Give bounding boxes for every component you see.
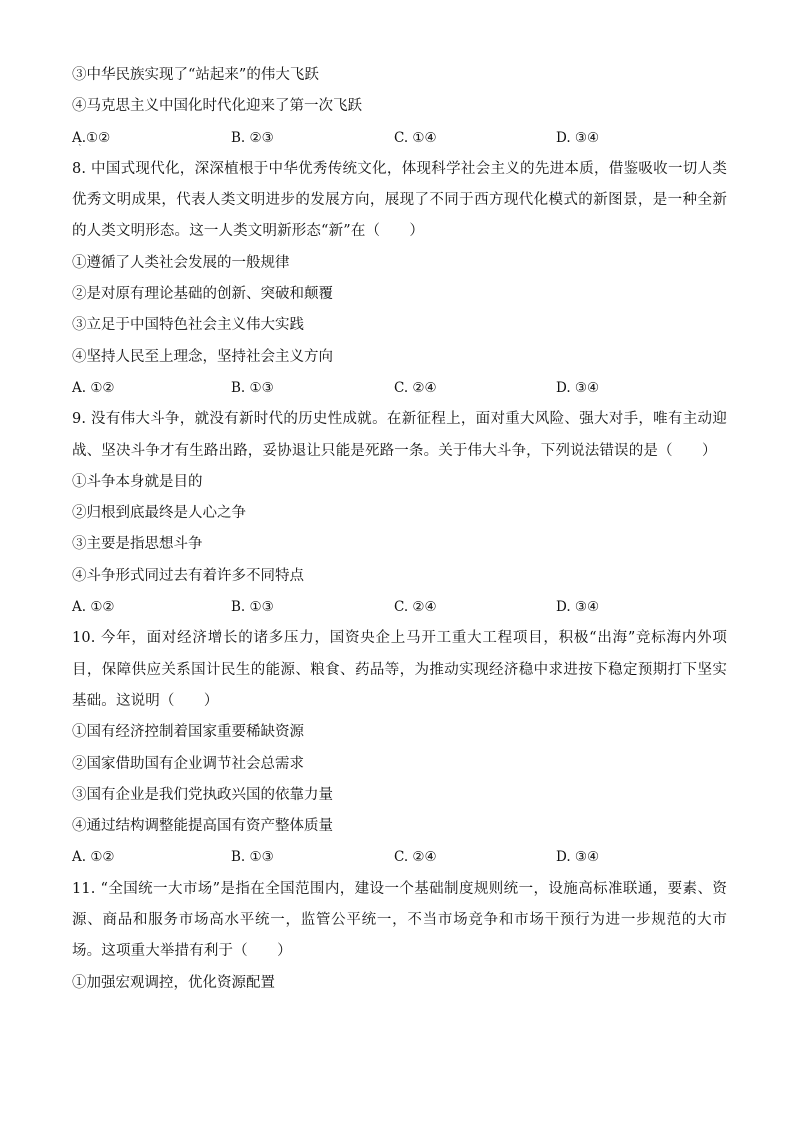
question-11-stem: 11. “全国统一大市场”是指在全国范围内，建设一个基础制度规则统一，设施高标准联通，要素、资源、商品和服务市场高水平统一，监管公平统一，不当市场竞争和市场干预行为进一步规范的大市场。这项重大举措有利于（ ） xyxy=(72,880,727,960)
question-8 xyxy=(72,154,727,404)
answer-choices-8 xyxy=(72,373,727,404)
option-10-1: ①国有经济控制着国家重要稀缺资源 xyxy=(72,724,304,741)
answer-choices-9 xyxy=(72,592,727,623)
choice-b: B. ①③ xyxy=(231,849,274,866)
choice-a: A. ①② xyxy=(72,599,115,616)
answer-choices-7 xyxy=(72,123,727,154)
choice-c: C. ②④ xyxy=(394,849,437,866)
question-10 xyxy=(72,623,727,873)
question-8-stem: 8. 中国式现代化，深深植根于中华优秀传统文化，体现科学社会主义的先进本质，借鉴吸收一切人类优秀文明成果，代表人类文明进步的发展方向，展现了不同于西方现代化模式的新图景，是一种全新的人类文明形态。这一人类文明新形态“新”在（ ） xyxy=(72,160,727,240)
stray-mark: ˋ xyxy=(78,144,83,155)
option-10-2: ②国家借助国有企业调节社会总需求 xyxy=(72,755,304,772)
choice-c: C. ②④ xyxy=(394,599,437,616)
option-9-2: ②归根到底最终是人心之争 xyxy=(72,505,246,522)
choice-a: A. ①② xyxy=(72,379,115,396)
option-11-1: ①加强宏观调控，优化资源配置 xyxy=(72,974,275,991)
choice-d: D. ③④ xyxy=(556,379,600,396)
answer-choices-10 xyxy=(72,842,727,873)
option-7-3: ③中华民族实现了“站起来”的伟大飞跃 xyxy=(72,67,319,83)
question-11 xyxy=(72,874,727,999)
option-10-4: ④通过结构调整能提高国有资产整体质量 xyxy=(72,818,333,835)
choice-c: C. ①④ xyxy=(394,129,437,146)
choice-b: B. ①③ xyxy=(231,599,274,616)
choice-d: D. ③④ xyxy=(556,129,600,146)
option-10-3: ③国有企业是我们党执政兴国的依靠力量 xyxy=(72,786,333,803)
choice-c: C. ②④ xyxy=(394,379,437,396)
option-8-1: ①遵循了人类社会发展的一般规律 xyxy=(72,254,290,271)
question-9 xyxy=(72,404,727,623)
option-7-4: ④马克思主义中国化时代化迎来了第一次飞跃 xyxy=(72,98,362,115)
question-10-stem: 10. 今年，面对经济增长的诸多压力，国资央企上马开工重大工程项目，积极“出海”竞标海内外项目，保障供应关系国计民生的能源、粮食、药品等，为推动实现经济稳中求进按下稳定预期打下坚实基础。这说明（ ） xyxy=(72,630,727,709)
question-7 xyxy=(72,60,727,154)
choice-a: A.①② xyxy=(72,129,111,146)
choice-d: D. ③④ xyxy=(556,849,600,866)
option-8-3: ③立足于中国特色社会主义伟大实践 xyxy=(72,317,304,334)
choice-b: B. ①③ xyxy=(231,379,274,396)
exam-page xyxy=(72,60,727,999)
choice-b: B. ②③ xyxy=(231,129,274,146)
option-9-1: ①斗争本身就是目的 xyxy=(72,473,203,490)
option-8-2: ②是对原有理论基础的创新、突破和颠覆 xyxy=(72,286,333,303)
choice-d: D. ③④ xyxy=(556,599,600,616)
option-8-4: ④坚持人民至上理念，坚持社会主义方向 xyxy=(72,348,333,365)
choice-a: A. ①② xyxy=(72,849,115,866)
option-9-3: ③主要是指思想斗争 xyxy=(72,536,203,553)
question-9-stem: 9. 没有伟大斗争，就没有新时代的历史性成就。在新征程上，面对重大风险、强大对手，唯有主动迎战、坚决斗争才有生路出路，妥协退让只能是死路一条。关于伟大斗争，下列说法错误的是（ ） xyxy=(72,411,727,459)
option-9-4: ④斗争形式同过去有着许多不同特点 xyxy=(72,567,304,584)
